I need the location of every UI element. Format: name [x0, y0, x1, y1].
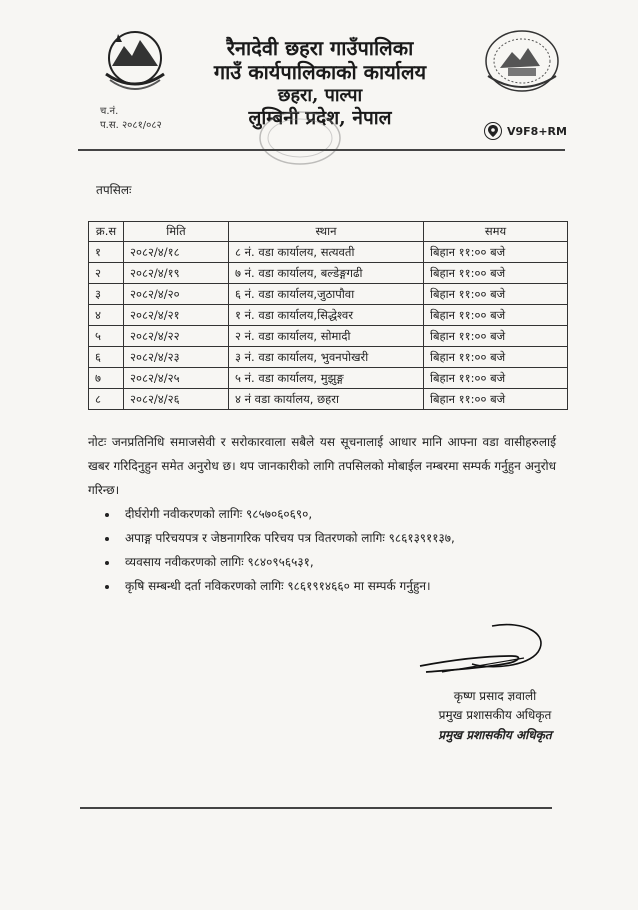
table-row [89, 347, 568, 368]
table-row [89, 368, 568, 389]
cell-place: ८ नं. वडा कार्यालय, सत्यवती [229, 242, 424, 263]
cell-place: २ नं. वडा कार्यालय, सोमादी [229, 326, 424, 347]
cell-place: ४ नं वडा कार्यालय, छहरा [229, 389, 424, 410]
list-item: • कृषि सम्बन्धी दर्ता नविकरणको लागिः ९८६१९१४६६० मा सम्पर्क गर्नुहुन। [119, 574, 559, 598]
plus-code-text: V9F8+RM [507, 124, 567, 138]
cell-sn: ३ [89, 284, 124, 305]
cell-sn: ८ [89, 389, 124, 410]
cell-sn: ५ [89, 326, 124, 347]
schedule-table [88, 221, 568, 410]
nepal-emblem-icon [96, 22, 174, 92]
cell-sn: १ [89, 242, 124, 263]
cell-date: २०८२/४/१८ [124, 242, 229, 263]
table-row [89, 242, 568, 263]
cell-place: ५ नं. वडा कार्यालय, मुझुङ्ग [229, 368, 424, 389]
cell-time: बिहान ११:०० बजे [424, 368, 568, 389]
office-location: छहरा, पाल्पा [277, 85, 363, 106]
col-header-date: मिति [124, 222, 229, 242]
office-name: गाउँ कार्यपालिकाको कार्यालय [213, 60, 427, 84]
table-row [89, 326, 568, 347]
cell-sn: ७ [89, 368, 124, 389]
list-item: • अपाङ्ग परिचयपत्र र जेष्ठनागरिक परिचय पत्र वितरणको लागिः ९८६१३९११३७, [119, 526, 559, 550]
office-stamp-icon [255, 108, 345, 168]
cell-time: बिहान ११:०० बजे [424, 326, 568, 347]
cell-sn: २ [89, 263, 124, 284]
cell-time: बिहान ११:०० बजे [424, 347, 568, 368]
reference-ps: प.स. २०८१/०८२ [100, 120, 162, 131]
table-row [89, 263, 568, 284]
cell-place: ३ नं. वडा कार्यालय, भुवनपोखरी [229, 347, 424, 368]
cell-date: २०८२/४/२५ [124, 368, 229, 389]
cell-date: २०८२/४/२० [124, 284, 229, 305]
cell-sn: ६ [89, 347, 124, 368]
cell-time: बिहान ११:०० बजे [424, 305, 568, 326]
contact-list [103, 502, 559, 598]
cell-date: २०८२/४/२१ [124, 305, 229, 326]
cell-time: बिहान ११:०० बजे [424, 389, 568, 410]
section-label: तपसिलः [96, 183, 132, 197]
cell-place: ७ नं. वडा कार्यालय, बल्डेङ्गगढी [229, 263, 424, 284]
municipality-logo-icon [478, 26, 566, 96]
cell-date: २०८२/४/२२ [124, 326, 229, 347]
cell-place: ६ नं. वडा कार्यालय,जुठापौवा [229, 284, 424, 305]
list-item: • व्यवसाय नवीकरणको लागिः ९८४०९५६५३१, [119, 550, 559, 574]
cell-sn: ४ [89, 305, 124, 326]
table-row [89, 284, 568, 305]
col-header-sn: क्र.स [89, 222, 124, 242]
list-item: • दीर्घरोगी नवीकरणको लागिः ९८५७०६०६९०, [119, 502, 559, 526]
signatory-name: कृष्ण प्रसाद ज्ञवाली [453, 689, 537, 703]
cell-date: २०८२/४/१९ [124, 263, 229, 284]
plus-code [484, 122, 567, 140]
municipality-name: रैनादेवी छहरा गाउँपालिका [226, 36, 414, 60]
signatory-stamp-title: प्रमुख प्रशासकीय अधिकृत [438, 728, 552, 742]
signature-icon [412, 620, 552, 682]
table-row [89, 389, 568, 410]
cell-date: २०८२/४/२६ [124, 389, 229, 410]
col-header-time: समय [424, 222, 568, 242]
cell-date: २०८२/४/२३ [124, 347, 229, 368]
reference-cn: च.नं. [100, 106, 119, 117]
province-name: लुम्बिनी प्रदेश, नेपाल [248, 107, 392, 129]
footer-divider [80, 807, 552, 809]
table-row [89, 305, 568, 326]
note-paragraph: नोटः जनप्रतिनिधि समाजसेवी र सरोकारवाला सबैले यस सूचनालाई आधार मानि आफ्ना वडा वासीहरुलाई खबर गरिदिनुहुन समेत अनुरोध छ। थप जानकारीको लागि तपसिलको मोबाईल नम्बरमा सम्पर्क गर्नुहुन अनुरोध गरिन्छ। [88, 435, 556, 497]
table-header-row [89, 222, 568, 242]
cell-time: बिहान ११:०० बजे [424, 263, 568, 284]
cell-place: १ नं. वडा कार्यालय,सिद्धेश्वर [229, 305, 424, 326]
header-divider [78, 149, 565, 151]
location-pin-icon [484, 122, 502, 140]
cell-time: बिहान ११:०० बजे [424, 284, 568, 305]
col-header-place: स्थान [229, 222, 424, 242]
signatory-title: प्रमुख प्रशासकीय अधिकृत [438, 708, 552, 722]
cell-time: बिहान ११:०० बजे [424, 242, 568, 263]
